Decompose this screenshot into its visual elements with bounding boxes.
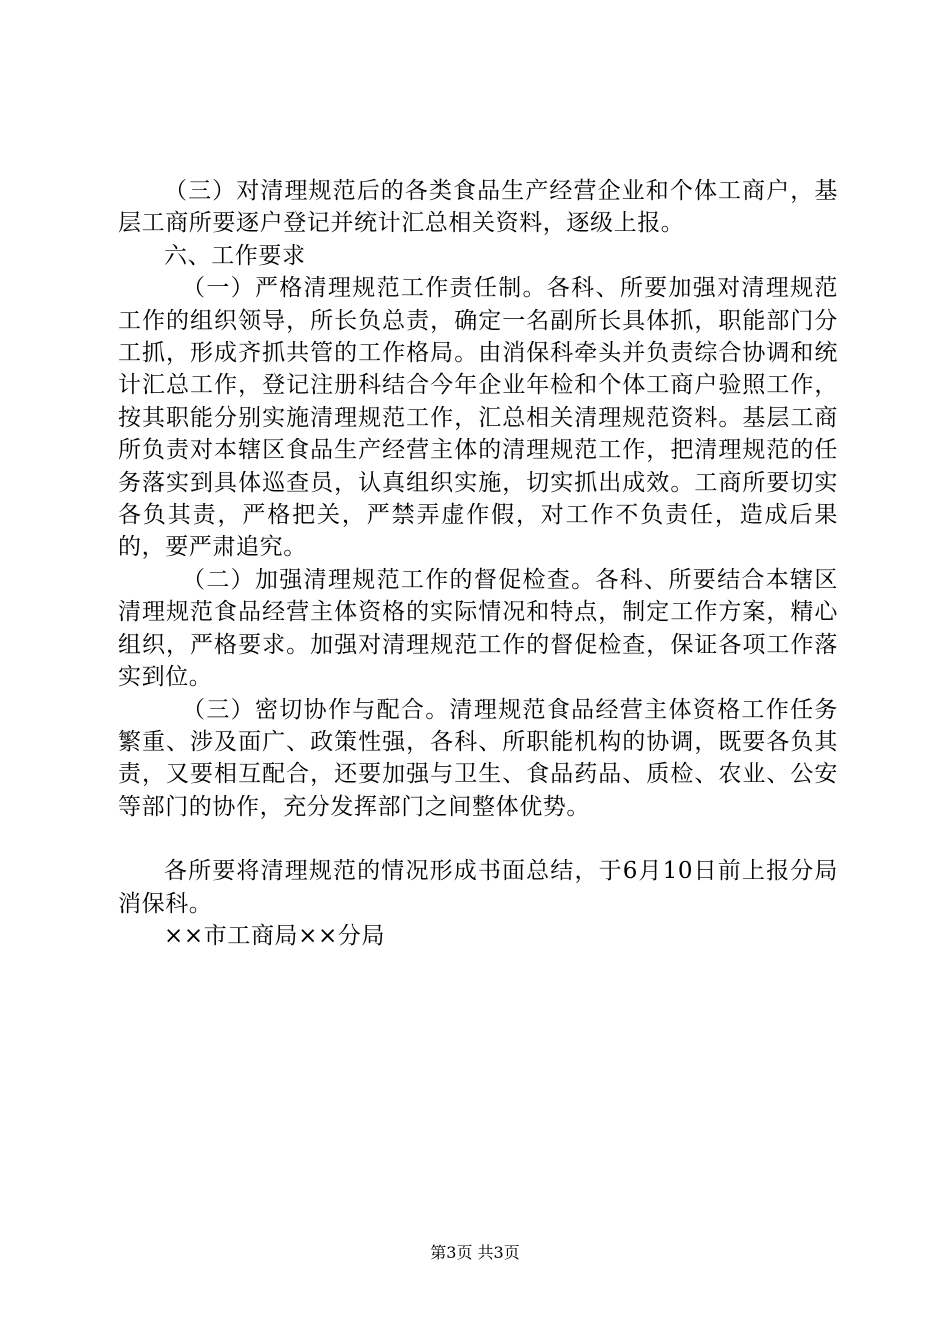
page-footer: 第3页 共3页 [430, 1243, 520, 1262]
signature-line: ××市工商局××分局 [164, 922, 386, 949]
document-body [118, 175, 838, 952]
section-heading-work-requirements: 六、工作要求 [164, 242, 306, 269]
paragraph-spacer [118, 823, 838, 855]
paragraph-requirement-3: （三）密切协作与配合。清理规范食品经营主体资格工作任务繁重、涉及面广、政策性强，各科、所职能机构的协调，既要各负其责，又要相互配合，还要加强与卫生、食品药品、质检、农业、公安等部门的协作，充分发挥部门之间整体优势。 [118, 696, 838, 820]
paragraph-requirement-2: （二）加强清理规范工作的督促检查。各科、所要结合本辖区清理规范食品经营主体资格的实际情况和特点，制定工作方案，精心组织，严格要求。加强对清理规范工作的督促检查，保证各项工作落实到位。 [118, 566, 838, 691]
paragraph-summary-instruction: 各所要将清理规范的情况形成书面总结，于6月10日前上报分局消保科。 [118, 858, 838, 917]
paragraph-requirement-1: （一）严格清理规范工作责任制。各科、所要加强对清理规范工作的组织领导，所长负总责，确定一名副所长具体抓，职能部门分工抓，形成齐抓共管的工作格局。由消保科牵头并负责综合协调和统计汇总工作，登记注册科结合今年企业年检和个体工商户验照工作，按其职能分别实施清理规范工作，汇总相关清理规范资料。基层工商所负责对本辖区食品生产经营主体的清理规范工作，把清理规范的任务落实到具体巡查员，认真组织实施，切实抓出成效。工商所要切实各负其责，严格把关，严禁弄虚作假，对工作不负责任，造成后果的，要严肃追究。 [118, 275, 838, 561]
paragraph-item-3-report: （三）对清理规范后的各类食品生产经营企业和个体工商户，基层工商所要逐户登记并统计汇总相关资料，逐级上报。 [118, 178, 838, 237]
